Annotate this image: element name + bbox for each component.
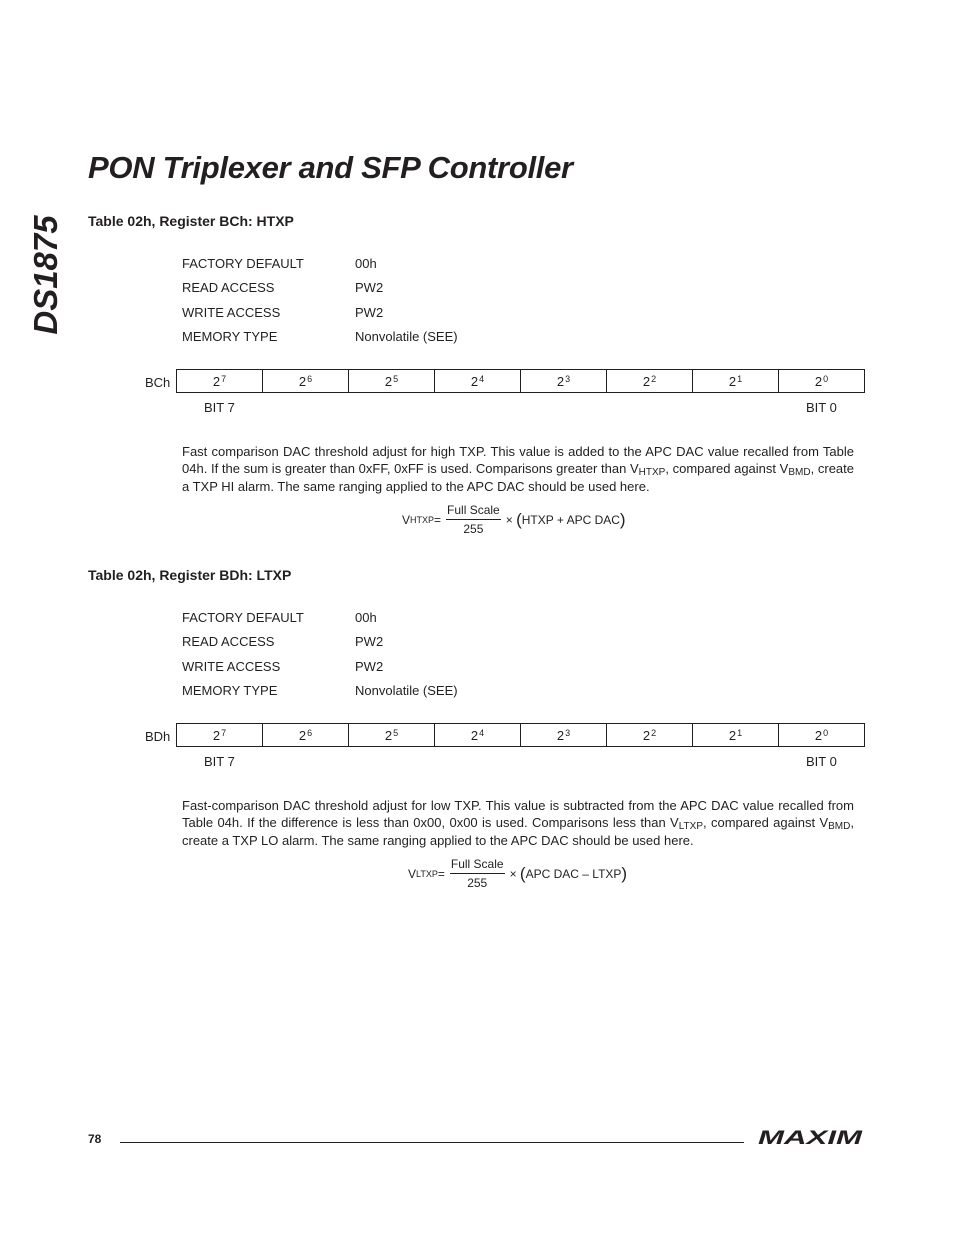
description-paragraph: Fast-comparison DAC threshold adjust for low TXP. This value is subtracted from the APC DAC value recalled from Table 04h. If the difference is less than 0x00, 0x00 is used. Comparisons less than $V_{LTXP}$, compared against $V_{BMD}$, create a TXP LO alarm. The same ranging applied to the APC DAC should be used here. <box>182 798 854 848</box>
property-value: PW2 <box>355 634 384 650</box>
footer-rule <box>120 1142 744 1143</box>
bit-cell: 2 $^2$ <box>607 370 693 392</box>
property-label: MEMORY TYPE <box>182 328 278 344</box>
bit-cell: 2 $^1$ <box>693 370 779 392</box>
property-label: FACTORY DEFAULT <box>182 610 304 625</box>
formula: V LTXP = $\frac{\text{Full Scale}}{255}$ × ( APC DAC – LTXP ) <box>408 857 628 890</box>
bit-cell: 2 $^4$ <box>435 724 521 746</box>
bit-high-label: BIT 7 <box>204 754 235 769</box>
section-heading-htxp: Table 02h, Register BCh: HTXP <box>88 213 294 229</box>
property-value: PW2 <box>355 658 384 674</box>
page-title: PON Triplexer and SFP Controller <box>88 150 573 185</box>
bit-cell: 2 $^2$ <box>607 724 693 746</box>
bit-cell: 2 $^0$ <box>814 727 829 743</box>
bit-low-label: BIT 0 <box>806 400 837 415</box>
bit-cell: 2 $^3$ <box>521 724 607 746</box>
bit-field-table <box>176 723 865 747</box>
property-value: Nonvolatile (SEE) <box>355 328 458 344</box>
side-product-label: DS1875 <box>27 215 64 335</box>
property-label: MEMORY TYPE <box>182 682 278 698</box>
fraction: $\frac{\text{Full Scale}}{255}$ <box>450 857 504 890</box>
property-value: 00h <box>355 610 377 625</box>
bit-cell: 2 $^6$ <box>263 724 349 746</box>
svg-text:MAXIM: MAXIM <box>758 1128 864 1146</box>
bit-cell: 2 $^6$ <box>263 370 349 392</box>
property-label: READ ACCESS <box>182 634 275 650</box>
bit-cell: 2 $^7$ <box>177 724 263 746</box>
bit-field-table <box>176 369 865 393</box>
maxim-logo <box>756 1128 864 1146</box>
bit-cell: 2 $^5$ <box>349 370 435 392</box>
formula: V HTXP = $\frac{\text{Full Scale}}{255}$ × ( HTXP + APC DAC ) <box>402 503 626 536</box>
bit-cell: 2 $^0$ <box>814 373 829 389</box>
property-label: WRITE ACCESS <box>182 304 281 320</box>
property-value: PW2 <box>355 280 384 296</box>
property-label: FACTORY DEFAULT <box>182 256 304 271</box>
bit-cell: 2 $^1$ <box>693 724 779 746</box>
register-name: BCh <box>145 375 171 390</box>
section-heading-ltxp: Table 02h, Register BDh: LTXP <box>88 567 292 583</box>
bit-cell: 2 $^5$ <box>349 724 435 746</box>
property-label: READ ACCESS <box>182 280 275 296</box>
property-value: Nonvolatile (SEE) <box>355 682 458 698</box>
description-paragraph: Fast comparison DAC threshold adjust for high TXP. This value is added to the APC DAC value recalled from Table 04h. If the sum is greater than 0xFF, 0xFF is used. Comparisons greater than $V_{HTXP}$, compared against $V_{BMD}$, create a TXP HI alarm. The same ranging applied to the APC DAC should be used here. <box>182 444 855 494</box>
page-number: 78 <box>88 1132 102 1146</box>
bit-cell: 2 $^7$ <box>177 370 263 392</box>
bit-high-label: BIT 7 <box>204 400 235 415</box>
bit-cell: 2 $^3$ <box>521 370 607 392</box>
property-value: 00h <box>355 256 377 271</box>
register-name: BDh <box>145 729 171 744</box>
bit-cell: 2 $^4$ <box>435 370 521 392</box>
property-value: PW2 <box>355 304 384 320</box>
property-label: WRITE ACCESS <box>182 658 281 674</box>
bit-low-label: BIT 0 <box>806 754 837 769</box>
fraction: $\frac{\text{Full Scale}}{255}$ <box>447 503 500 536</box>
